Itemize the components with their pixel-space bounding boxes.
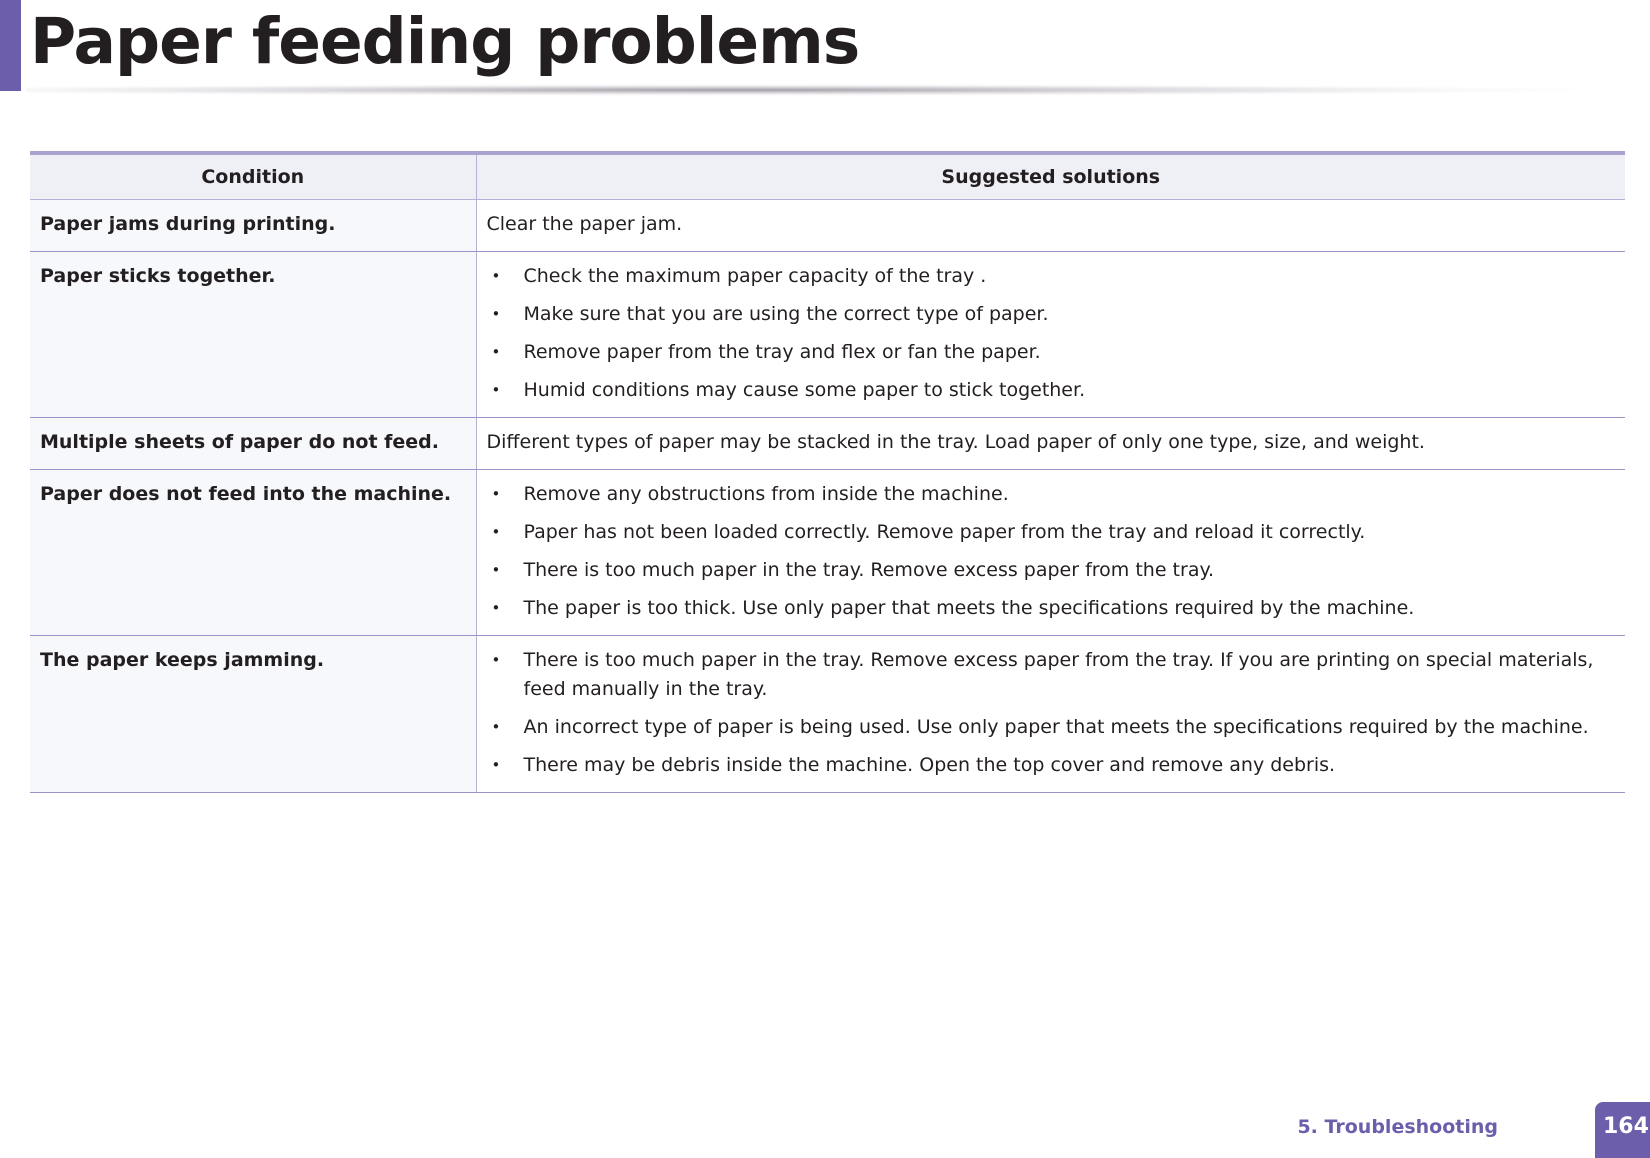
solution-list: [487, 262, 1616, 405]
table-row: [30, 200, 1625, 252]
bullet-icon: •: [491, 267, 501, 285]
list-item: [487, 556, 1616, 585]
list-item-text: Make sure that you are using the correct type of paper.: [523, 303, 1049, 325]
list-item-text: There is too much paper in the tray. Remove excess paper from the tray. If you are printing on special materials, feed manually in the tray.: [523, 649, 1594, 700]
solution-cell: Clear the paper jam.: [476, 200, 1625, 252]
list-item-text: Remove paper from the tray and flex or fan the paper.: [523, 341, 1041, 363]
condition-cell: Paper sticks together.: [30, 252, 476, 418]
solution-cell: [476, 636, 1625, 793]
bullet-icon: •: [491, 343, 501, 361]
list-item: [487, 338, 1616, 367]
bullet-icon: •: [491, 718, 501, 736]
list-item: [487, 376, 1616, 405]
list-item: [487, 518, 1616, 547]
condition-cell: Multiple sheets of paper do not feed.: [30, 418, 476, 470]
page-title: Paper feeding problems: [30, 5, 860, 78]
list-item: [487, 751, 1616, 780]
page-number-badge: 164: [1595, 1102, 1650, 1158]
column-header-solutions: Suggested solutions: [476, 153, 1625, 200]
bullet-icon: •: [491, 561, 501, 579]
bullet-icon: •: [491, 485, 501, 503]
solution-cell: Different types of paper may be stacked in the tray. Load paper of only one type, size, and weight.: [476, 418, 1625, 470]
bullet-icon: •: [491, 381, 501, 399]
bullet-icon: •: [491, 523, 501, 541]
table-header-row: [30, 153, 1625, 200]
list-item: [487, 480, 1616, 509]
solution-list: [487, 646, 1616, 780]
solution-cell: [476, 252, 1625, 418]
table-row: [30, 636, 1625, 793]
list-item-text: The paper is too thick. Use only paper that meets the specifications required by the machine.: [523, 597, 1415, 619]
list-item: [487, 262, 1616, 291]
list-item-text: There may be debris inside the machine. Open the top cover and remove any debris.: [523, 754, 1336, 776]
condition-cell: Paper does not feed into the machine.: [30, 470, 476, 636]
list-item: [487, 300, 1616, 329]
bullet-icon: •: [491, 599, 501, 617]
list-item-text: Remove any obstructions from inside the machine.: [523, 483, 1009, 505]
condition-cell: The paper keeps jamming.: [30, 636, 476, 793]
list-item-text: Paper has not been loaded correctly. Remove paper from the tray and reload it correctly.: [523, 521, 1366, 543]
table-row: [30, 470, 1625, 636]
footer-chapter-label: 5. Troubleshooting: [1297, 1116, 1498, 1138]
solution-list: [487, 480, 1616, 623]
list-item-text: Check the maximum paper capacity of the tray .: [523, 265, 987, 287]
list-item: [487, 646, 1616, 704]
column-header-condition: Condition: [30, 153, 476, 200]
bullet-icon: •: [491, 756, 501, 774]
list-item: [487, 594, 1616, 623]
list-item-text: There is too much paper in the tray. Remove excess paper from the tray.: [523, 559, 1215, 581]
list-item-text: Humid conditions may cause some paper to stick together.: [523, 379, 1086, 401]
solution-cell: [476, 470, 1625, 636]
bullet-icon: •: [491, 305, 501, 323]
condition-cell: Paper jams during printing.: [30, 200, 476, 252]
list-item-text: An incorrect type of paper is being used. Use only paper that meets the specifications required by the machine.: [523, 716, 1589, 738]
table-row: [30, 252, 1625, 418]
title-divider: [26, 84, 1596, 96]
table-row: [30, 418, 1625, 470]
list-item: [487, 713, 1616, 742]
bullet-icon: •: [491, 651, 501, 669]
title-accent-bar: [0, 0, 21, 91]
troubleshooting-table: [30, 151, 1625, 793]
